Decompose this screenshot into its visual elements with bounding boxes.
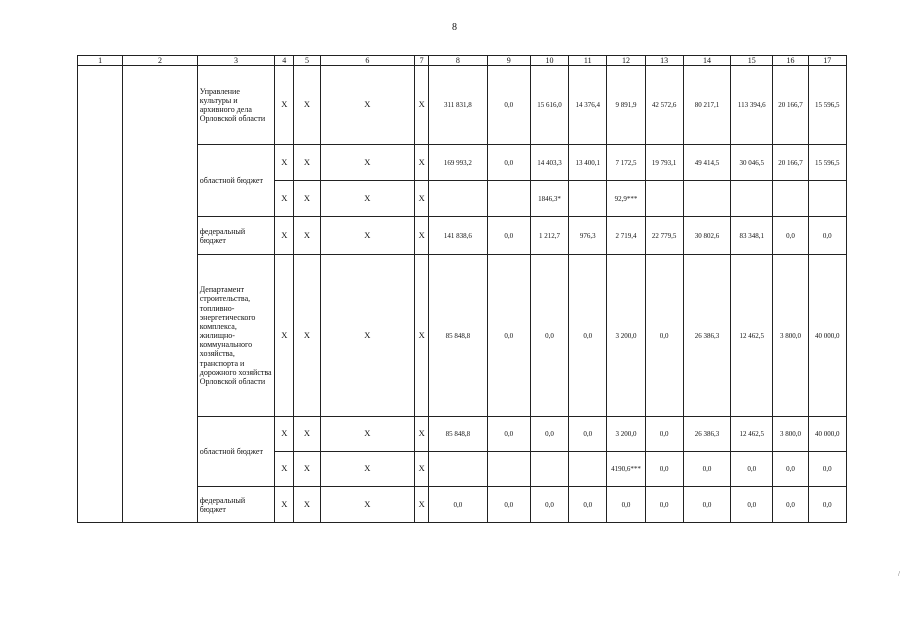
x-mark: X [320, 181, 415, 217]
value-cell: 0,0 [773, 217, 808, 255]
value-cell: 7 172,5 [607, 145, 645, 181]
value-cell: 0,0 [530, 487, 568, 523]
x-mark: X [275, 417, 294, 452]
value-cell: 19 793,1 [645, 145, 683, 181]
column-2-cell [123, 66, 197, 523]
x-mark: X [415, 255, 429, 417]
margin-mark: / [898, 570, 900, 578]
x-mark: X [320, 66, 415, 145]
value-cell: 92,9*** [607, 181, 645, 217]
value-cell: 0,0 [569, 487, 607, 523]
x-mark: X [275, 145, 294, 181]
value-cell: 0,0 [569, 417, 607, 452]
value-cell: 1 212,7 [530, 217, 568, 255]
column-header: 7 [415, 56, 429, 66]
value-cell [487, 181, 530, 217]
value-cell: 15 616,0 [530, 66, 568, 145]
entity-label: областной бюджет [197, 417, 275, 487]
column-header: 11 [569, 56, 607, 66]
value-cell: 0,0 [487, 145, 530, 181]
column-header: 8 [429, 56, 487, 66]
x-mark: X [320, 255, 415, 417]
value-cell: 3 800,0 [773, 255, 808, 417]
value-cell: 42 572,6 [645, 66, 683, 145]
budget-table [77, 55, 847, 523]
column-header: 15 [731, 56, 773, 66]
value-cell: 0,0 [487, 217, 530, 255]
column-header: 2 [123, 56, 197, 66]
x-mark: X [275, 66, 294, 145]
column-header: 16 [773, 56, 808, 66]
page-number: 8 [452, 22, 457, 33]
value-cell: 85 848,8 [429, 417, 487, 452]
value-cell: 85 848,8 [429, 255, 487, 417]
value-cell: 2 719,4 [607, 217, 645, 255]
value-cell: 1846,3* [530, 181, 568, 217]
x-mark: X [415, 417, 429, 452]
value-cell: 13 400,1 [569, 145, 607, 181]
value-cell: 0,0 [645, 255, 683, 417]
value-cell [569, 181, 607, 217]
value-cell: 169 993,2 [429, 145, 487, 181]
x-mark: X [320, 145, 415, 181]
value-cell: 15 596,5 [808, 145, 846, 181]
value-cell: 0,0 [773, 452, 808, 487]
x-mark: X [415, 145, 429, 181]
value-cell: 14 403,3 [530, 145, 568, 181]
value-cell [731, 181, 773, 217]
value-cell: 26 386,3 [683, 417, 730, 452]
value-cell: 83 348,1 [731, 217, 773, 255]
x-mark: X [320, 452, 415, 487]
value-cell: 30 046,5 [731, 145, 773, 181]
entity-label: Департамент строительства, топливно-энергетического комплекса, жилищно-коммунального хозяйства, транспорта и дорожного хозяйства Орловской области [197, 255, 275, 417]
value-cell: 0,0 [731, 452, 773, 487]
x-mark: X [275, 452, 294, 487]
value-cell [645, 181, 683, 217]
value-cell: 80 217,1 [683, 66, 730, 145]
value-cell: 20 166,7 [773, 145, 808, 181]
value-cell: 3 800,0 [773, 417, 808, 452]
x-mark: X [320, 217, 415, 255]
x-mark: X [294, 66, 320, 145]
column-header: 9 [487, 56, 530, 66]
x-mark: X [294, 145, 320, 181]
value-cell: 12 462,5 [731, 417, 773, 452]
value-cell: 30 802,6 [683, 217, 730, 255]
x-mark: X [275, 217, 294, 255]
column-1-cell [78, 66, 123, 523]
value-cell: 0,0 [645, 417, 683, 452]
column-header: 1 [78, 56, 123, 66]
x-mark: X [415, 487, 429, 523]
value-cell: 49 414,5 [683, 145, 730, 181]
column-header: 5 [294, 56, 320, 66]
value-cell: 0,0 [683, 487, 730, 523]
column-header: 6 [320, 56, 415, 66]
column-header: 3 [197, 56, 275, 66]
value-cell: 20 166,7 [773, 66, 808, 145]
value-cell: 0,0 [683, 452, 730, 487]
value-cell: 113 394,6 [731, 66, 773, 145]
value-cell [487, 452, 530, 487]
value-cell: 0,0 [773, 487, 808, 523]
column-header: 12 [607, 56, 645, 66]
value-cell: 0,0 [429, 487, 487, 523]
value-cell: 9 891,9 [607, 66, 645, 145]
value-cell: 0,0 [487, 66, 530, 145]
column-header: 10 [530, 56, 568, 66]
x-mark: X [320, 417, 415, 452]
column-header: 14 [683, 56, 730, 66]
x-mark: X [294, 487, 320, 523]
x-mark: X [275, 487, 294, 523]
header-row [78, 56, 847, 66]
column-header: 13 [645, 56, 683, 66]
value-cell: 0,0 [645, 487, 683, 523]
value-cell [773, 181, 808, 217]
value-cell: 0,0 [645, 452, 683, 487]
value-cell: 0,0 [487, 487, 530, 523]
value-cell: 141 838,6 [429, 217, 487, 255]
entity-label: Управление культуры и архивного дела Орловской области [197, 66, 275, 145]
value-cell: 311 831,8 [429, 66, 487, 145]
entity-label: областной бюджет [197, 145, 275, 217]
x-mark: X [294, 417, 320, 452]
value-cell [808, 181, 846, 217]
value-cell: 14 376,4 [569, 66, 607, 145]
value-cell: 26 386,3 [683, 255, 730, 417]
value-cell: 0,0 [487, 417, 530, 452]
value-cell: 0,0 [808, 217, 846, 255]
value-cell: 0,0 [731, 487, 773, 523]
column-header: 4 [275, 56, 294, 66]
value-cell: 4190,6*** [607, 452, 645, 487]
value-cell: 0,0 [569, 255, 607, 417]
entity-label: федеральный бюджет [197, 487, 275, 523]
value-cell: 976,3 [569, 217, 607, 255]
table-row [78, 66, 847, 145]
x-mark: X [275, 181, 294, 217]
x-mark: X [415, 66, 429, 145]
value-cell [530, 452, 568, 487]
value-cell [683, 181, 730, 217]
value-cell: 0,0 [530, 255, 568, 417]
x-mark: X [294, 255, 320, 417]
value-cell: 22 779,5 [645, 217, 683, 255]
column-header: 17 [808, 56, 846, 66]
x-mark: X [294, 217, 320, 255]
x-mark: X [294, 181, 320, 217]
value-cell: 12 462,5 [731, 255, 773, 417]
value-cell: 0,0 [487, 255, 530, 417]
value-cell: 0,0 [808, 487, 846, 523]
value-cell: 15 596,5 [808, 66, 846, 145]
x-mark: X [415, 181, 429, 217]
x-mark: X [275, 255, 294, 417]
value-cell: 3 200,0 [607, 417, 645, 452]
x-mark: X [415, 452, 429, 487]
value-cell [429, 452, 487, 487]
value-cell: 0,0 [808, 452, 846, 487]
value-cell: 0,0 [530, 417, 568, 452]
value-cell [569, 452, 607, 487]
value-cell [429, 181, 487, 217]
value-cell: 3 200,0 [607, 255, 645, 417]
value-cell: 0,0 [607, 487, 645, 523]
value-cell: 40 000,0 [808, 255, 846, 417]
value-cell: 40 000,0 [808, 417, 846, 452]
x-mark: X [415, 217, 429, 255]
x-mark: X [320, 487, 415, 523]
entity-label: федеральный бюджет [197, 217, 275, 255]
x-mark: X [294, 452, 320, 487]
